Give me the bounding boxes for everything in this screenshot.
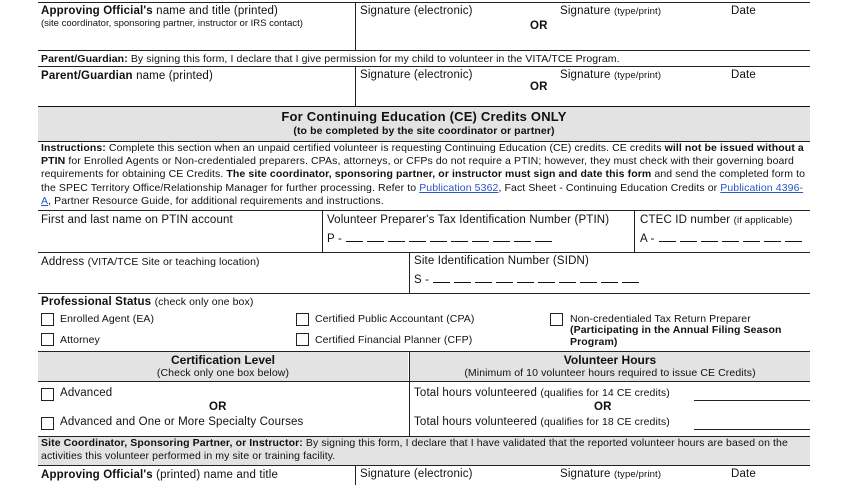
signature-type-label: Signature (type/print)	[560, 5, 662, 17]
approving-official-sub: (site coordinator, sponsoring partner, instructor or IRS contact)	[41, 18, 303, 29]
cfp-checkbox[interactable]	[296, 333, 309, 346]
noncredentialed-label: Non-credentialed Tax Return Preparer	[570, 313, 751, 325]
volunteer-hours-sub: (Minimum of 10 volunteer hours required to issue CE Credits)	[464, 367, 756, 379]
attorney-label: Attorney	[60, 334, 100, 346]
enrolled-agent-checkbox[interactable]	[41, 313, 54, 326]
divider	[634, 210, 635, 252]
ce-header	[38, 107, 810, 141]
signature-electronic-label: Signature (electronic)	[360, 5, 473, 17]
approving-official-bottom-label: Approving Official's (printed) name and title	[41, 469, 279, 481]
enrolled-agent-label: Enrolled Agent (EA)	[60, 313, 155, 325]
hours-18-field[interactable]	[694, 415, 810, 430]
approving-signature-field[interactable]	[356, 3, 810, 49]
rule	[38, 381, 810, 382]
sidn-field[interactable]: S -	[414, 273, 639, 286]
site-coordinator-declaration: Site Coordinator, Sponsoring Partner, or Instructor: By signing this form, I declare that I have validated that the reported volunteer hours are based on the activities this volunteer performed in my site or training facility.	[38, 437, 810, 465]
or-label: OR	[594, 401, 612, 413]
ce-title: For Continuing Education (CE) Credits ONLY	[281, 109, 567, 124]
publication-4396a-link[interactable]: Publication 4396-A	[41, 181, 804, 207]
signature-electronic-label: Signature (electronic)	[360, 468, 473, 480]
address-label: Address (VITA/TCE Site or teaching location)	[41, 256, 260, 268]
professional-status-label: Professional Status (check only one box)	[41, 296, 254, 308]
hours-14-field[interactable]	[694, 386, 810, 401]
cpa-label: Certified Public Accountant (CPA)	[315, 313, 475, 325]
parent-name-field[interactable]	[39, 86, 354, 105]
ce-instructions: Instructions: Complete this section when an unpaid certified volunteer is requesting Continuing Education (CE) credits. CE credits will not be issued without a PTIN for Enrolled Agents or Non-credentialed preparers. CPAs, attorneys, or CFPs do not require a PTIN; however, they must check with their governing board requirements for obtaining CE Credits. The site coordinator, sponsoring partner, or instructor must sign and date this form and send the completed form to the SPEC Territory Office/Relationship Manager for further processing. Refer to Publication 5362, Fact Sheet - Continuing Education Credits or Publication 4396-A, Partner Resource Guide, for additional requirements and instructions.	[41, 142, 806, 207]
name-on-ptin-field[interactable]	[39, 228, 321, 250]
cfp-label: Certified Financial Planner (CFP)	[315, 334, 473, 346]
date-label: Date	[731, 69, 756, 81]
approving-official-label: Approving Official's name and title (printed)	[41, 5, 279, 17]
signature-type-label: Signature (type/print)	[560, 69, 662, 81]
or-label: OR	[209, 401, 227, 413]
certification-sub: (Check only one box below)	[156, 367, 290, 379]
cpa-checkbox[interactable]	[296, 313, 309, 326]
approving-name-field[interactable]	[39, 30, 354, 49]
ce-subtitle: (to be completed by the site coordinator or partner)	[293, 125, 555, 137]
certification-header	[38, 352, 408, 381]
ctec-field[interactable]: A -	[640, 232, 802, 245]
date-label: Date	[731, 5, 756, 17]
rule	[38, 210, 810, 211]
ctec-label: CTEC ID number (if applicable)	[640, 214, 793, 226]
publication-5362-link[interactable]: Publication 5362	[419, 181, 499, 194]
ptin-label: Volunteer Preparer's Tax Identification Number (PTIN)	[327, 214, 610, 226]
hours-14-label: Total hours volunteered (qualifies for 14 CE credits)	[414, 387, 670, 399]
parent-signature-field[interactable]	[356, 67, 810, 105]
signature-electronic-label: Signature (electronic)	[360, 69, 473, 81]
parent-consent-text: Parent/Guardian: By signing this form, I declare that I give permission for my child to volunteer in the VITA/TCE Program.	[41, 53, 620, 65]
date-label: Date	[731, 468, 756, 480]
sidn-label: Site Identification Number (SIDN)	[414, 255, 589, 267]
certification-title: Certification Level	[170, 353, 276, 367]
volunteer-hours-title: Volunteer Hours	[563, 353, 657, 367]
rule	[38, 293, 810, 294]
divider	[322, 210, 323, 252]
advanced-checkbox[interactable]	[41, 388, 54, 401]
rule	[38, 252, 810, 253]
or-label: OR	[530, 20, 548, 32]
parent-name-label: Parent/Guardian name (printed)	[41, 70, 213, 82]
rule	[38, 50, 810, 51]
divider	[409, 252, 410, 293]
signature-type-label: Signature (type/print)	[560, 468, 662, 480]
volunteer-hours-header	[410, 352, 810, 381]
divider	[355, 465, 356, 485]
noncredentialed-sub: (Participating in the Annual Filing Season Program)	[570, 324, 782, 348]
rule	[38, 465, 810, 466]
advanced-label: Advanced	[60, 387, 113, 399]
or-label: OR	[530, 81, 548, 93]
advanced-specialty-label: Advanced and One or More Specialty Courses	[60, 416, 304, 428]
name-on-ptin-label: First and last name on PTIN account	[41, 214, 233, 226]
advanced-specialty-checkbox[interactable]	[41, 417, 54, 430]
noncredentialed-checkbox[interactable]	[550, 313, 563, 326]
attorney-checkbox[interactable]	[41, 333, 54, 346]
address-field[interactable]	[39, 270, 407, 292]
hours-18-label: Total hours volunteered (qualifies for 18 CE credits)	[414, 416, 670, 428]
ptin-field[interactable]: P -	[327, 232, 552, 245]
